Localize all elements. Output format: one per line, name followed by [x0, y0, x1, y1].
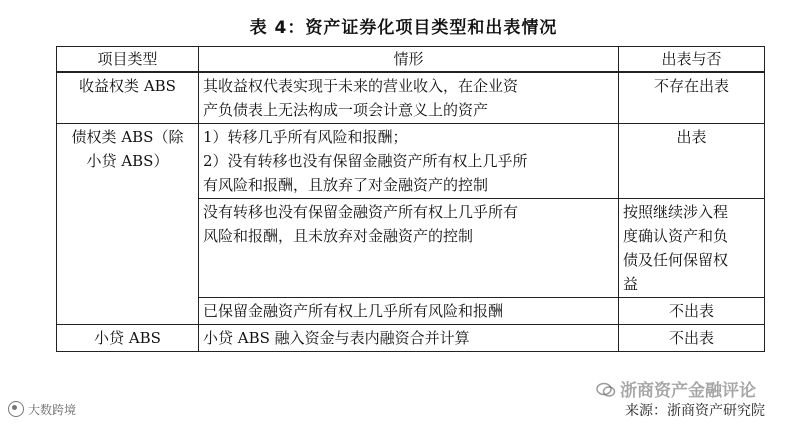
- table-row: [57, 124, 765, 199]
- cell-situation: 小贷 ABS 融入资金与表内融资合并计算: [199, 325, 619, 352]
- situation-line: 风险和报酬，且未放弃对金融资产的控制: [203, 227, 474, 245]
- cell-result: 不出表: [619, 325, 765, 352]
- table-title: 表 4：资产证券化项目类型和出表情况: [249, 18, 558, 38]
- type-line: 小贷 ABS）: [86, 152, 169, 170]
- cell-situation: [199, 124, 619, 199]
- header-situation: 情形: [199, 47, 619, 73]
- cell-situation: [199, 72, 619, 124]
- situation-line: 2）没有转移也没有保留金融资产所有权上几乎所: [203, 152, 528, 170]
- watermark-right-text: 浙商资产金融评论: [620, 381, 756, 401]
- header-result: 出表与否: [619, 47, 765, 73]
- weibo-logo-icon: [8, 401, 24, 417]
- abs-table: [56, 46, 765, 352]
- cell-situation: [199, 199, 619, 298]
- cell-type: 小贷 ABS: [57, 325, 199, 352]
- source-note: 来源：浙商资产研究院: [625, 403, 765, 419]
- table-row: [57, 325, 765, 352]
- result-line: 度确认资产和负: [623, 227, 729, 245]
- cell-result: 不出表: [619, 298, 765, 325]
- watermark-right: [596, 376, 756, 401]
- wechat-icon: [596, 382, 616, 398]
- cell-type: [57, 124, 199, 325]
- cell-type: 收益权类 ABS: [57, 72, 199, 124]
- cell-result: 出表: [619, 124, 765, 199]
- cell-result: [619, 199, 765, 298]
- situation-line: 没有转移也没有保留金融资产所有权上几乎所有: [203, 203, 519, 221]
- situation-line: 1）转移几乎所有风险和报酬；: [203, 128, 408, 146]
- situation-line: 有风险和报酬，且放弃了对金融资产的控制: [203, 176, 489, 194]
- cell-result: 不存在出表: [619, 72, 765, 124]
- result-line: 按照继续涉入程: [623, 203, 729, 221]
- table-header-row: [57, 47, 765, 73]
- cell-situation: 已保留金融资产所有权上几乎所有风险和报酬: [199, 298, 619, 325]
- watermark-left-text: 大数跨境: [28, 403, 77, 417]
- result-line: 债及任何保留权: [623, 251, 729, 269]
- situation-line: 其收益权代表实现于未来的营业收入，在企业资: [203, 77, 519, 95]
- watermark-left: [8, 401, 76, 418]
- table-row: [57, 72, 765, 124]
- header-type: 项目类型: [57, 47, 199, 73]
- type-line: 债权类 ABS（除: [71, 128, 184, 146]
- result-line: 益: [623, 275, 639, 293]
- situation-line: 产负债表上无法构成一项会计意义上的资产: [203, 101, 489, 119]
